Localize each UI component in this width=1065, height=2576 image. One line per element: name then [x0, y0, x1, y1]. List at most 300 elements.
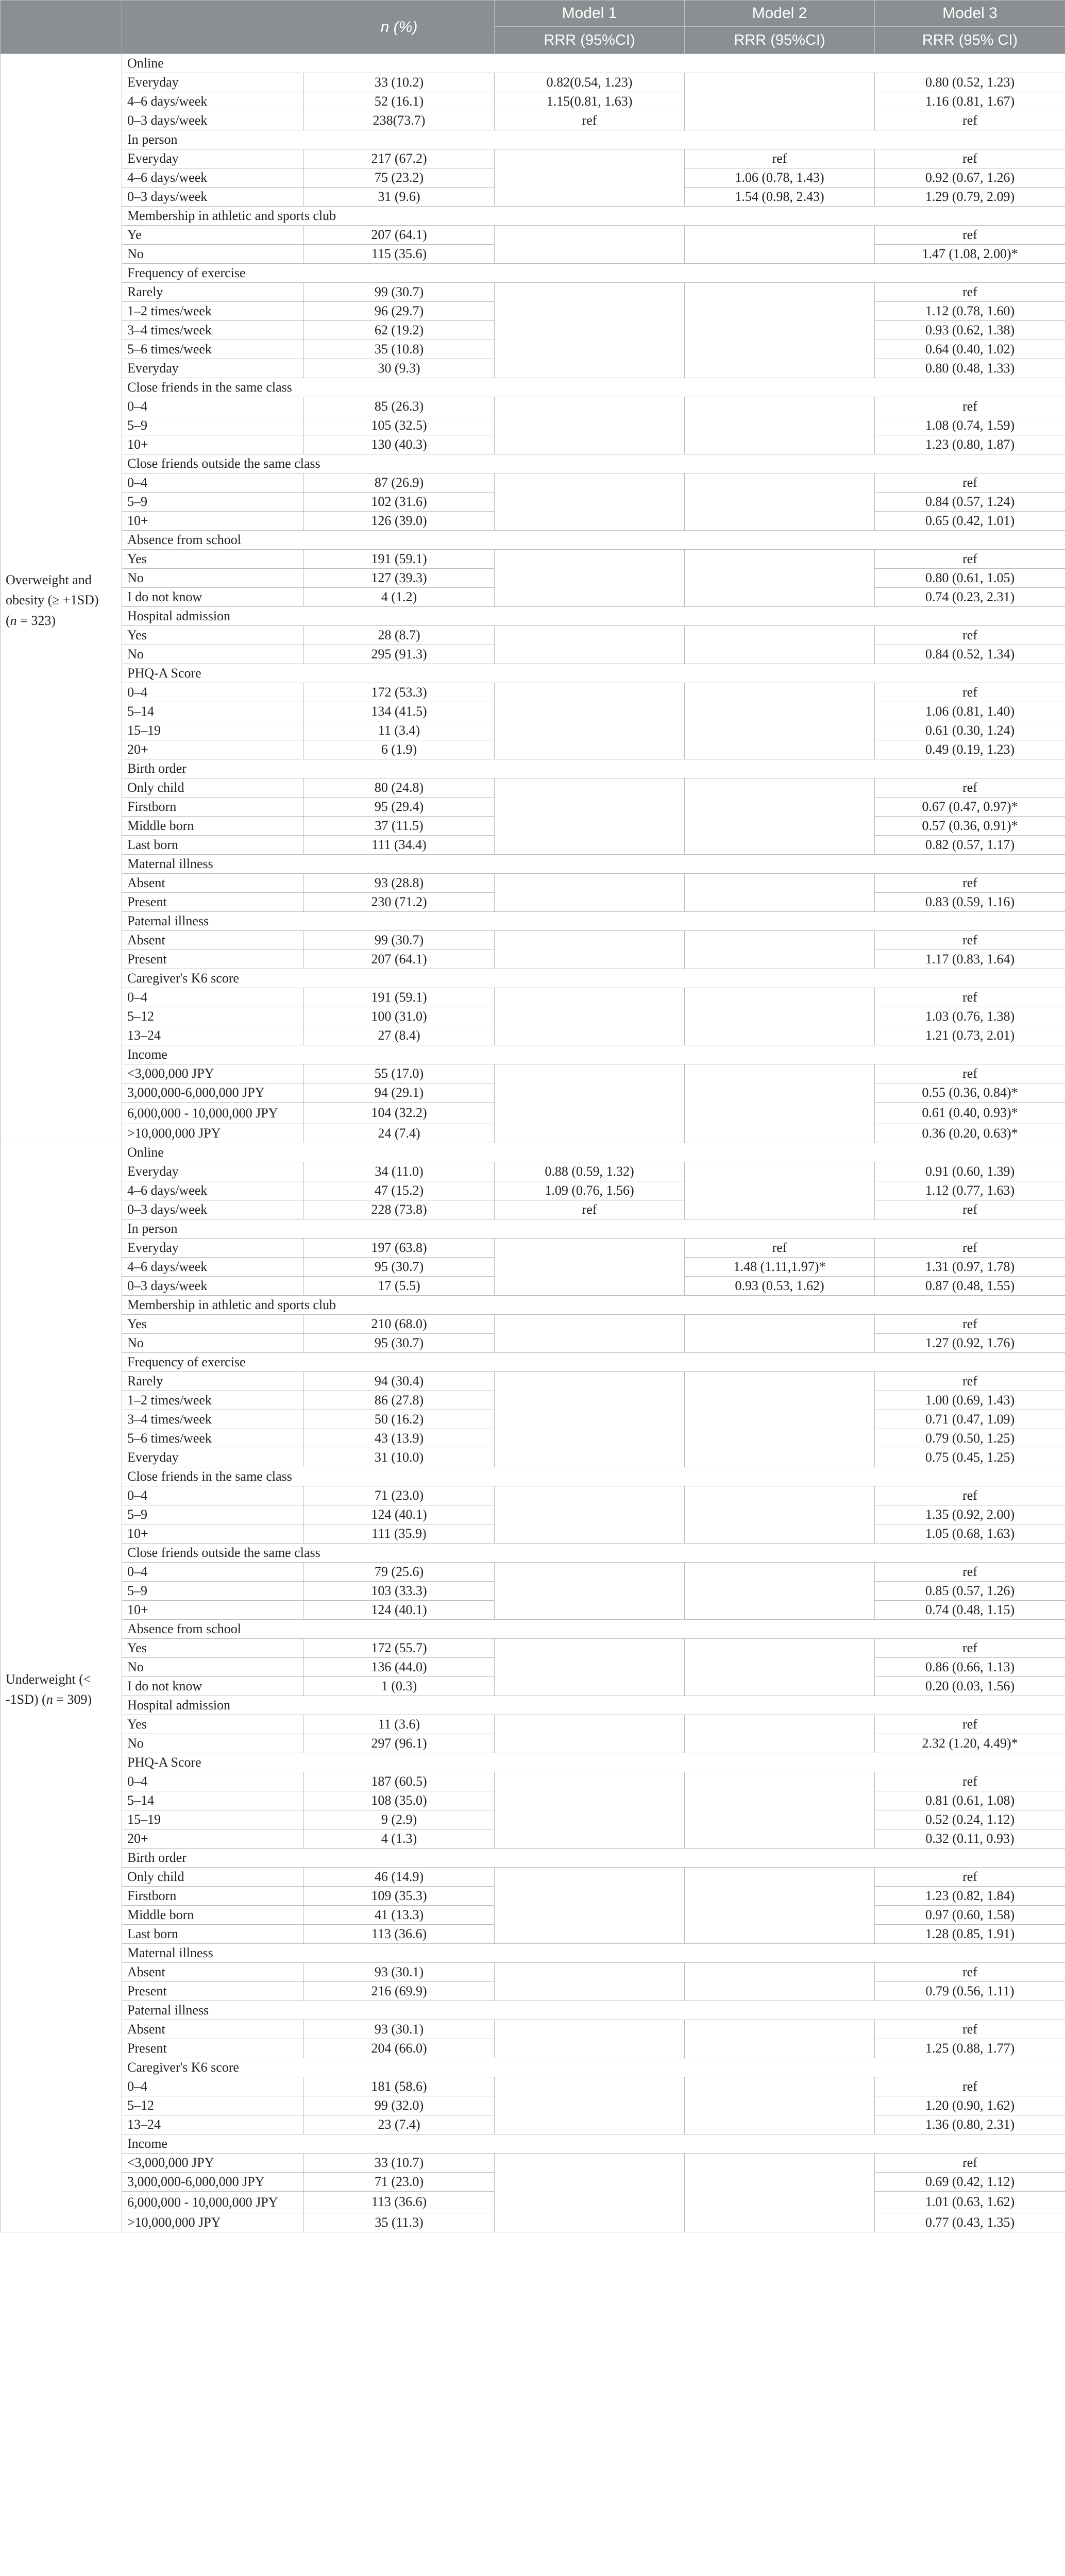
row-label: 0–4	[122, 1563, 304, 1582]
cell-model-3: ref	[875, 1315, 1065, 1334]
row-label: 0–4	[122, 1486, 304, 1505]
row-label: 20+	[122, 1829, 304, 1849]
table-row	[1, 931, 1065, 950]
cell-model-1	[495, 1315, 685, 1353]
row-label: Yes	[122, 1639, 304, 1658]
cell-model-3: ref	[875, 283, 1065, 302]
cell-model-3: ref	[875, 111, 1065, 130]
section-row	[1, 207, 1065, 226]
section-row	[1, 531, 1065, 550]
cell-n-pct: 100 (31.0)	[304, 1007, 495, 1026]
cell-n-pct: 197 (63.8)	[304, 1239, 495, 1258]
cell-model-1	[495, 931, 685, 969]
section-row	[1, 2001, 1065, 2020]
row-label: 5–9	[122, 1582, 304, 1601]
row-label: Rarely	[122, 1372, 304, 1391]
row-label: 3–4 times/week	[122, 321, 304, 340]
cell-model-1	[495, 1064, 685, 1143]
section-row	[1, 1544, 1065, 1563]
cell-model-3: ref	[875, 149, 1065, 168]
section-row	[1, 378, 1065, 397]
cell-model-1: ref	[495, 111, 685, 130]
cell-n-pct: 216 (69.9)	[304, 1982, 495, 2001]
section-title: Birth order	[122, 1849, 1065, 1868]
cell-n-pct: 105 (32.5)	[304, 416, 495, 435]
cell-model-2	[685, 626, 875, 664]
header-blank	[1, 1, 122, 54]
section-row	[1, 264, 1065, 283]
cell-model-2	[685, 1372, 875, 1467]
row-label: 5–9	[122, 416, 304, 435]
table-row	[1, 226, 1065, 245]
cell-n-pct: 50 (16.2)	[304, 1410, 495, 1429]
row-label: 3–4 times/week	[122, 1410, 304, 1429]
cell-n-pct: 1 (0.3)	[304, 1677, 495, 1696]
table-row	[1, 1963, 1065, 1982]
section-title: Online	[122, 1143, 1065, 1162]
header-model-3: Model 3	[875, 1, 1065, 27]
row-label: 6,000,000 - 10,000,000 JPY	[122, 2192, 304, 2213]
row-label: Everyday	[122, 1239, 304, 1258]
cell-model-2	[685, 1162, 875, 1219]
cell-model-3: 1.03 (0.76, 1.38)	[875, 1007, 1065, 1026]
cell-model-3: 1.12 (0.78, 1.60)	[875, 302, 1065, 321]
section-row	[1, 130, 1065, 149]
cell-model-3: 0.74 (0.48, 1.15)	[875, 1601, 1065, 1620]
cell-model-3: ref	[875, 1868, 1065, 1887]
cell-n-pct: 94 (29.1)	[304, 1083, 495, 1103]
section-row	[1, 454, 1065, 473]
cell-model-3: 1.12 (0.77, 1.63)	[875, 1181, 1065, 1200]
row-label: 15–19	[122, 721, 304, 740]
cell-model-3: 1.29 (0.79, 2.09)	[875, 188, 1065, 207]
cell-model-1	[495, 149, 685, 207]
cell-model-3: 1.00 (0.69, 1.43)	[875, 1391, 1065, 1410]
cell-model-3: 0.79 (0.50, 1.25)	[875, 1429, 1065, 1448]
row-label: Absent	[122, 1963, 304, 1982]
row-label: 5–12	[122, 2096, 304, 2115]
section-title: Income	[122, 1045, 1065, 1064]
cell-n-pct: 93 (28.8)	[304, 874, 495, 893]
cell-n-pct: 23 (7.4)	[304, 2115, 495, 2134]
cell-model-3: 1.23 (0.80, 1.87)	[875, 435, 1065, 454]
cell-model-1	[495, 1868, 685, 1944]
section-row	[1, 855, 1065, 874]
section-row	[1, 1696, 1065, 1715]
cell-n-pct: 99 (30.7)	[304, 283, 495, 302]
cell-n-pct: 295 (91.3)	[304, 645, 495, 664]
row-label: 4–6 days/week	[122, 1258, 304, 1277]
section-title: Maternal illness	[122, 855, 1065, 874]
cell-n-pct: 75 (23.2)	[304, 168, 495, 188]
row-label: 1–2 times/week	[122, 302, 304, 321]
cell-n-pct: 95 (30.7)	[304, 1334, 495, 1353]
row-label: 3,000,000-6,000,000 JPY	[122, 1083, 304, 1103]
row-label: Ye	[122, 226, 304, 245]
row-label: No	[122, 1658, 304, 1677]
cell-model-1	[495, 778, 685, 855]
table-row	[1, 73, 1065, 92]
cell-n-pct: 210 (68.0)	[304, 1315, 495, 1334]
row-label: 20+	[122, 740, 304, 759]
cell-model-1	[495, 2077, 685, 2134]
header-rrr-2: RRR (95%CI)	[685, 27, 875, 54]
cell-n-pct: 34 (11.0)	[304, 1162, 495, 1181]
cell-n-pct: 130 (40.3)	[304, 435, 495, 454]
cell-n-pct: 11 (3.4)	[304, 721, 495, 740]
row-label: 0–3 days/week	[122, 1200, 304, 1219]
cell-n-pct: 228 (73.8)	[304, 1200, 495, 1219]
cell-model-1	[495, 874, 685, 912]
row-label: 5–14	[122, 1791, 304, 1810]
cell-model-2	[685, 2154, 875, 2232]
cell-model-2	[685, 683, 875, 759]
cell-model-3: 0.69 (0.42, 1.12)	[875, 2173, 1065, 2192]
cell-model-3: 0.85 (0.57, 1.26)	[875, 1582, 1065, 1601]
cell-model-3: 0.80 (0.61, 1.05)	[875, 569, 1065, 588]
cell-model-2	[685, 2020, 875, 2058]
cell-model-2	[685, 778, 875, 855]
cell-model-3: 1.27 (0.92, 1.76)	[875, 1334, 1065, 1353]
table-row	[1, 92, 1065, 111]
row-label: Everyday	[122, 359, 304, 378]
table-row	[1, 550, 1065, 569]
row-label: Absent	[122, 874, 304, 893]
cell-model-3: 1.35 (0.92, 2.00)	[875, 1505, 1065, 1524]
cell-n-pct: 35 (11.3)	[304, 2213, 495, 2232]
cell-n-pct: 207 (64.1)	[304, 226, 495, 245]
group-label-line: Overweight and	[6, 572, 92, 587]
cell-model-2	[685, 2077, 875, 2134]
table-row	[1, 111, 1065, 130]
cell-n-pct: 30 (9.3)	[304, 359, 495, 378]
section-row	[1, 2058, 1065, 2077]
row-label: 0–4	[122, 988, 304, 1007]
group-label-line: -1SD) (n = 309)	[6, 1692, 92, 1707]
cell-model-3: ref	[875, 226, 1065, 245]
cell-model-3: ref	[875, 1372, 1065, 1391]
row-label: I do not know	[122, 588, 304, 607]
cell-n-pct: 99 (32.0)	[304, 2096, 495, 2115]
cell-n-pct: 4 (1.3)	[304, 1829, 495, 1849]
cell-model-1	[495, 2154, 685, 2232]
cell-n-pct: 102 (31.6)	[304, 493, 495, 512]
cell-model-3: 1.20 (0.90, 1.62)	[875, 2096, 1065, 2115]
cell-model-1	[495, 1715, 685, 1753]
cell-model-3: 0.87 (0.48, 1.55)	[875, 1277, 1065, 1296]
cell-model-3: ref	[875, 931, 1065, 950]
cell-n-pct: 52 (16.1)	[304, 92, 495, 111]
cell-model-1	[495, 988, 685, 1045]
cell-model-3: 1.05 (0.68, 1.63)	[875, 1524, 1065, 1544]
cell-model-3: ref	[875, 473, 1065, 493]
table-row	[1, 1772, 1065, 1791]
cell-n-pct: 124 (40.1)	[304, 1601, 495, 1620]
cell-model-2	[685, 1963, 875, 2001]
row-label: <3,000,000 JPY	[122, 1064, 304, 1083]
cell-model-3: ref	[875, 1064, 1065, 1083]
cell-n-pct: 113 (36.6)	[304, 2192, 495, 2213]
header-blank-2	[122, 1, 304, 54]
row-label: Everyday	[122, 149, 304, 168]
cell-model-2: 1.06 (0.78, 1.43)	[685, 168, 875, 188]
cell-n-pct: 27 (8.4)	[304, 1026, 495, 1045]
section-row	[1, 1467, 1065, 1486]
cell-n-pct: 172 (55.7)	[304, 1639, 495, 1658]
cell-model-3: ref	[875, 550, 1065, 569]
row-label: No	[122, 645, 304, 664]
cell-n-pct: 11 (3.6)	[304, 1715, 495, 1734]
section-row	[1, 1944, 1065, 1963]
section-title: Frequency of exercise	[122, 1353, 1065, 1372]
cell-model-3: 0.52 (0.24, 1.12)	[875, 1810, 1065, 1829]
row-label: Present	[122, 950, 304, 969]
cell-model-1	[495, 283, 685, 378]
row-label: 5–12	[122, 1007, 304, 1026]
cell-model-1: 0.88 (0.59, 1.32)	[495, 1162, 685, 1181]
cell-model-3: ref	[875, 1200, 1065, 1219]
row-label: Rarely	[122, 283, 304, 302]
cell-n-pct: 111 (34.4)	[304, 836, 495, 855]
section-title: Paternal illness	[122, 2001, 1065, 2020]
section-title: Frequency of exercise	[122, 264, 1065, 283]
group-label-line: Underweight (<	[6, 1671, 91, 1687]
table-row	[1, 683, 1065, 702]
row-label: 0–4	[122, 2077, 304, 2096]
cell-model-3: 0.61 (0.30, 1.24)	[875, 721, 1065, 740]
cell-model-3: 1.21 (0.73, 2.01)	[875, 1026, 1065, 1045]
cell-model-1: 1.09 (0.76, 1.56)	[495, 1181, 685, 1200]
section-title: Income	[122, 2134, 1065, 2154]
cell-model-1	[495, 397, 685, 454]
cell-n-pct: 93 (30.1)	[304, 1963, 495, 1982]
table-body	[1, 54, 1065, 2232]
row-label: Firstborn	[122, 798, 304, 817]
row-label: Absent	[122, 931, 304, 950]
cell-model-3: 1.16 (0.81, 1.67)	[875, 92, 1065, 111]
cell-model-2	[685, 473, 875, 531]
cell-model-3: ref	[875, 1486, 1065, 1505]
cell-model-3: 1.08 (0.74, 1.59)	[875, 416, 1065, 435]
cell-n-pct: 17 (5.5)	[304, 1277, 495, 1296]
cell-model-1	[495, 226, 685, 264]
cell-n-pct: 187 (60.5)	[304, 1772, 495, 1791]
row-label: 13–24	[122, 2115, 304, 2134]
row-label: 0–3 days/week	[122, 111, 304, 130]
cell-model-3: ref	[875, 2154, 1065, 2173]
cell-model-3: ref	[875, 683, 1065, 702]
cell-model-2	[685, 874, 875, 912]
cell-n-pct: 108 (35.0)	[304, 1791, 495, 1810]
table-row	[1, 1486, 1065, 1505]
cell-n-pct: 207 (64.1)	[304, 950, 495, 969]
header-n-pct: n (%)	[304, 1, 495, 54]
section-title: Absence from school	[122, 531, 1065, 550]
cell-model-1: 0.82(0.54, 1.23)	[495, 73, 685, 92]
row-label: 5–9	[122, 1505, 304, 1524]
cell-model-1	[495, 626, 685, 664]
row-label: Only child	[122, 778, 304, 798]
section-title: Membership in athletic and sports club	[122, 1296, 1065, 1315]
group-label	[1, 1143, 122, 2232]
table-row	[1, 1239, 1065, 1258]
cell-model-2	[685, 226, 875, 264]
row-label: Present	[122, 1982, 304, 2001]
cell-model-1	[495, 1639, 685, 1696]
cell-n-pct: 204 (66.0)	[304, 2039, 495, 2058]
cell-model-3: 0.84 (0.57, 1.24)	[875, 493, 1065, 512]
cell-model-1	[495, 1963, 685, 2001]
section-row	[1, 607, 1065, 626]
cell-model-3: 0.36 (0.20, 0.63)*	[875, 1124, 1065, 1143]
cell-model-3: 1.06 (0.81, 1.40)	[875, 702, 1065, 721]
table-row	[1, 473, 1065, 493]
cell-n-pct: 124 (40.1)	[304, 1505, 495, 1524]
cell-n-pct: 28 (8.7)	[304, 626, 495, 645]
row-label: 0–4	[122, 1772, 304, 1791]
cell-model-2	[685, 1868, 875, 1944]
cell-model-3: 1.47 (1.08, 2.00)*	[875, 245, 1065, 264]
cell-n-pct: 85 (26.3)	[304, 397, 495, 416]
cell-n-pct: 191 (59.1)	[304, 988, 495, 1007]
cell-model-3: 0.81 (0.61, 1.08)	[875, 1791, 1065, 1810]
section-title: Online	[122, 54, 1065, 73]
row-label: 4–6 days/week	[122, 92, 304, 111]
section-row	[1, 1753, 1065, 1772]
cell-model-3: ref	[875, 1563, 1065, 1582]
row-label: 4–6 days/week	[122, 168, 304, 188]
row-label: I do not know	[122, 1677, 304, 1696]
cell-n-pct: 31 (10.0)	[304, 1448, 495, 1467]
cell-model-3: 0.65 (0.42, 1.01)	[875, 512, 1065, 531]
cell-n-pct: 134 (41.5)	[304, 702, 495, 721]
row-label: Yes	[122, 1315, 304, 1334]
cell-model-2: 1.48 (1.11,1.97)*	[685, 1258, 875, 1277]
cell-n-pct: 230 (71.2)	[304, 893, 495, 912]
row-label: >10,000,000 JPY	[122, 2213, 304, 2232]
cell-model-3: ref	[875, 1963, 1065, 1982]
cell-n-pct: 136 (44.0)	[304, 1658, 495, 1677]
cell-model-2: 1.54 (0.98, 2.43)	[685, 188, 875, 207]
group-label-line: obesity (≥ +1SD)	[6, 592, 99, 608]
header-model-1: Model 1	[495, 1, 685, 27]
cell-model-3: ref	[875, 2077, 1065, 2096]
cell-n-pct: 55 (17.0)	[304, 1064, 495, 1083]
cell-model-3: 2.32 (1.20, 4.49)*	[875, 1734, 1065, 1753]
section-row	[1, 1849, 1065, 1868]
cell-n-pct: 33 (10.2)	[304, 73, 495, 92]
table-row	[1, 1715, 1065, 1734]
cell-n-pct: 172 (53.3)	[304, 683, 495, 702]
row-label: Present	[122, 893, 304, 912]
cell-model-2	[685, 988, 875, 1045]
cell-model-3: ref	[875, 874, 1065, 893]
row-label: Yes	[122, 1715, 304, 1734]
cell-n-pct: 103 (33.3)	[304, 1582, 495, 1601]
cell-n-pct: 104 (32.2)	[304, 1103, 495, 1124]
cell-n-pct: 181 (58.6)	[304, 2077, 495, 2096]
cell-model-1: 1.15(0.81, 1.63)	[495, 92, 685, 111]
section-title: Close friends outside the same class	[122, 1544, 1065, 1563]
cell-model-2	[685, 1315, 875, 1353]
cell-model-3: 0.79 (0.56, 1.11)	[875, 1982, 1065, 2001]
section-row	[1, 1143, 1065, 1162]
cell-model-3: 0.57 (0.36, 0.91)*	[875, 817, 1065, 836]
cell-n-pct: 297 (96.1)	[304, 1734, 495, 1753]
row-label: No	[122, 569, 304, 588]
cell-model-1	[495, 1372, 685, 1467]
cell-n-pct: 93 (30.1)	[304, 2020, 495, 2039]
row-label: 0–4	[122, 397, 304, 416]
table-row	[1, 1315, 1065, 1334]
cell-n-pct: 96 (29.7)	[304, 302, 495, 321]
cell-n-pct: 191 (59.1)	[304, 550, 495, 569]
cell-model-3: 0.92 (0.67, 1.26)	[875, 168, 1065, 188]
row-label: <3,000,000 JPY	[122, 2154, 304, 2173]
cell-model-3: ref	[875, 626, 1065, 645]
section-title: In person	[122, 130, 1065, 149]
table-row	[1, 874, 1065, 893]
cell-n-pct: 9 (2.9)	[304, 1810, 495, 1829]
cell-model-1	[495, 550, 685, 607]
cell-model-3: 0.80 (0.52, 1.23)	[875, 73, 1065, 92]
cell-n-pct: 94 (30.4)	[304, 1372, 495, 1391]
cell-n-pct: 33 (10.7)	[304, 2154, 495, 2173]
section-title: Caregiver's K6 score	[122, 969, 1065, 988]
table-row	[1, 778, 1065, 798]
cell-n-pct: 6 (1.9)	[304, 740, 495, 759]
cell-model-1	[495, 683, 685, 759]
row-label: 15–19	[122, 1810, 304, 1829]
cell-n-pct: 31 (9.6)	[304, 188, 495, 207]
cell-model-2	[685, 1715, 875, 1753]
cell-n-pct: 41 (13.3)	[304, 1906, 495, 1925]
cell-model-3: 0.97 (0.60, 1.58)	[875, 1906, 1065, 1925]
row-label: 0–3 days/week	[122, 1277, 304, 1296]
section-title: Paternal illness	[122, 912, 1065, 931]
cell-model-3: 0.80 (0.48, 1.33)	[875, 359, 1065, 378]
row-label: 3,000,000-6,000,000 JPY	[122, 2173, 304, 2192]
cell-n-pct: 217 (67.2)	[304, 149, 495, 168]
table-row	[1, 988, 1065, 1007]
cell-model-3: ref	[875, 778, 1065, 798]
row-label: No	[122, 1734, 304, 1753]
row-label: 5–6 times/week	[122, 1429, 304, 1448]
section-row	[1, 1045, 1065, 1064]
cell-n-pct: 24 (7.4)	[304, 1124, 495, 1143]
section-title: PHQ-A Score	[122, 664, 1065, 683]
cell-model-2: 0.93 (0.53, 1.62)	[685, 1277, 875, 1296]
section-title: Absence from school	[122, 1620, 1065, 1639]
cell-model-3: 0.84 (0.52, 1.34)	[875, 645, 1065, 664]
row-label: Only child	[122, 1868, 304, 1887]
header-row-models	[1, 1, 1065, 27]
cell-n-pct: 99 (30.7)	[304, 931, 495, 950]
section-title: PHQ-A Score	[122, 1753, 1065, 1772]
row-label: 5–14	[122, 702, 304, 721]
row-label: Yes	[122, 626, 304, 645]
row-label: Last born	[122, 836, 304, 855]
row-label: Everyday	[122, 1448, 304, 1467]
cell-model-2: ref	[685, 149, 875, 168]
cell-model-2	[685, 1772, 875, 1849]
row-label: 13–24	[122, 1026, 304, 1045]
cell-model-3: ref	[875, 988, 1065, 1007]
cell-model-2	[685, 1639, 875, 1696]
row-label: Last born	[122, 1925, 304, 1944]
header-rrr-3: RRR (95% CI)	[875, 27, 1065, 54]
header-rrr-1: RRR (95%CI)	[495, 27, 685, 54]
